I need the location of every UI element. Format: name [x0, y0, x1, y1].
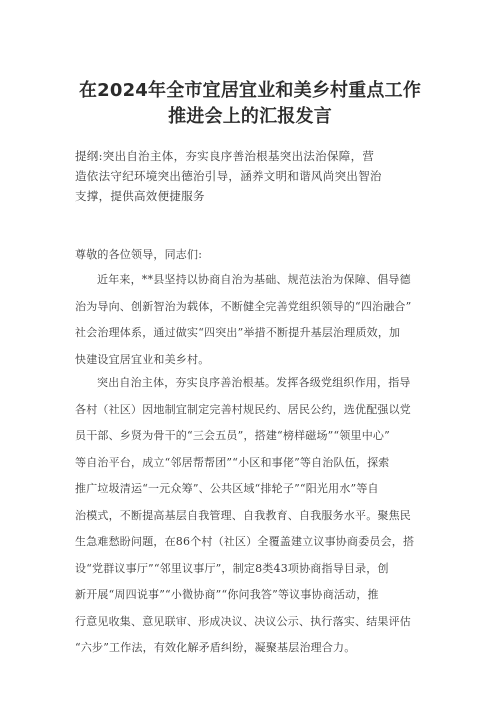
paragraph-line: 设“党群议事厅”“邻里议事厅”，制定8类43项协商指导目录，创	[75, 561, 389, 575]
paragraph-line: 社会治理体系，通过做实“四突出”举措不断提升基层治理质效，加	[75, 326, 401, 339]
outline-line: 支撑，提供高效便捷服务	[75, 189, 205, 203]
paragraph-line: 各村（社区）因地制宜制定完善村规民约、居民公约，选优配强以党	[75, 402, 411, 416]
document-title-line-2: 推进会上的汇报发言	[168, 106, 332, 127]
paragraph-line: 推广垃圾清运“一元众筹”、公共区域“排轮子”“阳光用水”等自	[75, 482, 379, 495]
paragraph-line: 治模式，不断提高基层自我管理、自我教育、自我服务水平。聚焦民	[75, 508, 411, 522]
paragraph-1	[75, 267, 427, 373]
paragraph-line: 生急难愁盼问题，在86个村（社区）全覆盖建立议事协商委员会，搭	[75, 535, 415, 548]
outline-line: 造依法守纪环境突出德治引导，涵养文明和谐风尚突出智治	[75, 169, 382, 183]
paragraph-line: “六步”工作法，有效化解矛盾纠纷，凝聚基层治理合力。	[75, 641, 356, 654]
outline-summary	[75, 146, 420, 206]
outline-line: 提纲:突出自治主体，夯实良序善治根基突出法治保障，营	[75, 149, 375, 163]
paragraph-line: 员干部、乡贤为骨干的“三会五员”，搭建“榜样磁场”“领里中心”	[75, 429, 390, 442]
salutation: 尊敬的各位领导，同志们:	[75, 248, 203, 261]
paragraph-line: 新开展“周四说事”“小微协商”“你问我答”等议事协商活动，推	[75, 588, 379, 601]
paragraph-line: 等自治平台，成立“邻居帮帮团”“小区和事佬”等自治队伍，探索	[75, 455, 390, 469]
paragraph-line: 近年来，**县坚持以协商自治为基础、规范法治为保障、倡导德	[97, 273, 411, 286]
document-title-line-1: 在2024年全市宜居宜业和美乡村重点工作	[78, 80, 422, 101]
paragraph-2	[75, 370, 427, 662]
paragraph-line: 突出自治主体，夯实良序善治根基。发挥各级党组织作用，指导	[97, 376, 411, 389]
paragraph-line: 行意见收集、意见联审、形成决议、决议公示、执行落实、结果评估	[75, 614, 411, 628]
paragraph-line: 快建设宜居宜业和美乡村。	[75, 352, 210, 366]
paragraph-line: 治为导向、创新智治为载体，不断健全完善党组织领导的“四治融合”	[75, 299, 412, 313]
